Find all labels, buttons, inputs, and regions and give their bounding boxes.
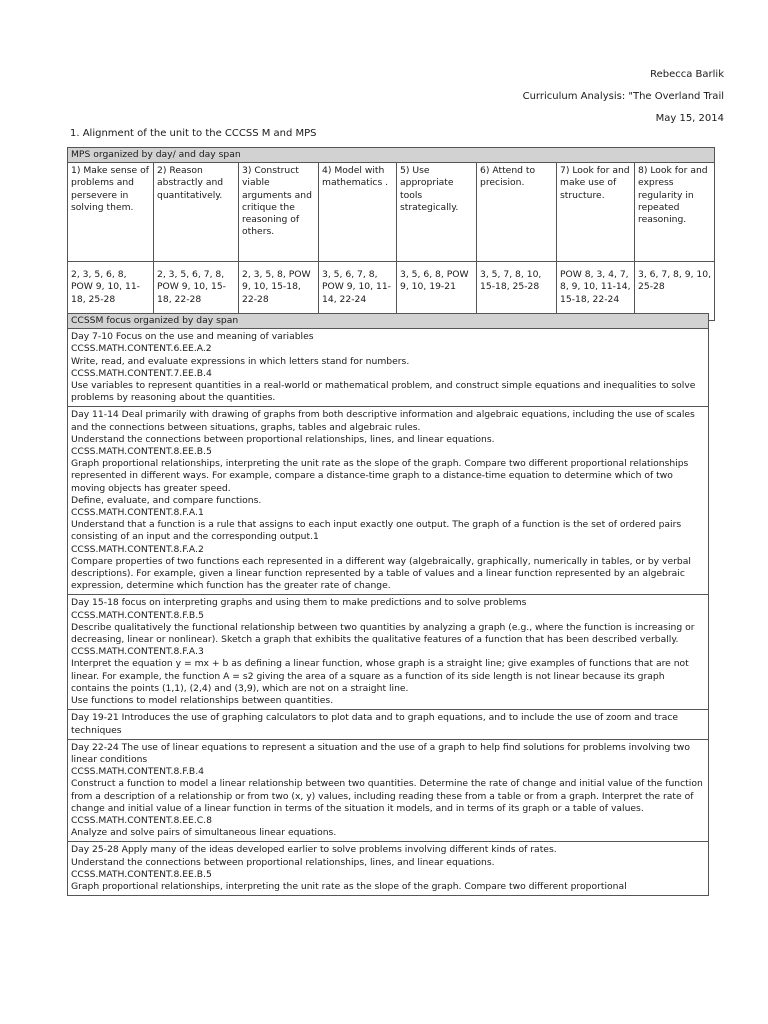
mps-practices-row	[68, 163, 715, 262]
days-cell: 3, 6, 7, 8, 9, 10, 25-28	[635, 262, 715, 321]
mps-days-row	[68, 262, 715, 321]
ccss-table	[67, 313, 709, 896]
standard-line: CCSS.MATH.CONTENT.8.F.B.5	[71, 609, 205, 621]
ccss-day-cell	[68, 739, 709, 842]
standard-line: CCSS.MATH.CONTENT.8.F.A.3	[71, 646, 204, 658]
standard-line: Graph proportional relationships, interpreting the unit rate as the slope of the graph. Compare two different proportional	[71, 880, 627, 892]
standard-line: CCSS.MATH.CONTENT.8.EE.B.5	[71, 446, 212, 458]
standard-line: Graph proportional relationships, interpreting the unit rate as the slope of the graph. Compare two different proportional relationships represented in different ways. For example, compare a distance-time graph to a distance-time equation to determine which of two moving objects has greater speed.	[71, 458, 689, 494]
mps-table-title: MPS organized by day/ and day span	[68, 148, 715, 163]
days-cell: 3, 5, 6, 8, POW 9, 10, 19-21	[397, 262, 477, 321]
document-date: May 15, 2014	[655, 113, 724, 124]
standard-line: Use functions to model relationships between quantities.	[71, 695, 334, 707]
ccss-day-block	[68, 407, 709, 595]
standard-line: Understand the connections between proportional relationships, lines, and linear equations.	[71, 856, 495, 868]
days-cell: POW 8, 3, 4, 7, 8, 9, 10, 11-14, 15-18, 22-24	[557, 262, 635, 321]
ccss-day-block	[68, 329, 709, 407]
ccss-table-title: CCSSM focus organized by day span	[68, 314, 709, 329]
standard-line: Construct a function to model a linear relationship between two quantities. Determine the rate of change and initial value of the function from a description of a relationship or from two (x, y) values, including reading these from a table or from a graph. Interpret the rate of change and initial value of a linear function in terms of the situation it models, and in terms of its graph or a table of values.	[71, 778, 703, 814]
standard-line: Compare properties of two functions each represented in a different way (algebraically, graphically, numerically in tables, or by verbal descriptions). For example, given a linear function represented by a table of values and a linear function represented by an algebraic expression, determine which function has the greater rate of change.	[71, 555, 691, 592]
practice-cell: 6) Attend to precision.	[477, 163, 557, 262]
practice-cell: 4) Model with mathematics .	[319, 163, 397, 262]
days-cell: 2, 3, 5, 6, 8, POW 9, 10, 11-18, 25-28	[68, 262, 154, 321]
ccss-day-cell	[68, 710, 709, 739]
ccss-day-cell	[68, 595, 709, 710]
days-cell: 3, 5, 6, 7, 8, POW 9, 10, 11-14, 22-24	[319, 262, 397, 321]
standard-line: Write, read, and evaluate expressions in which letters stand for numbers.	[71, 355, 410, 367]
standard-line: Define, evaluate, and compare functions.	[71, 494, 262, 506]
standard-line: Understand the connections between proportional relationships, lines, and linear equations.	[71, 433, 495, 445]
practice-cell: 2) Reason abstractly and quantitatively.	[154, 163, 239, 262]
ccss-day-block	[68, 710, 709, 739]
day-span-heading: Day 22-24 The use of linear equations to represent a situation and the use of a graph to help find solutions for problems involving two linear conditions	[71, 741, 690, 765]
ccss-day-cell	[68, 329, 709, 407]
document-header	[523, 64, 724, 130]
practice-cell: 7) Look for and make use of structure.	[557, 163, 635, 262]
standard-line: Use variables to represent quantities in a real-world or mathematical problem, and construct simple equations and inequalities to solve problems by reasoning about the quantities.	[71, 380, 696, 404]
standard-line: CCSS.MATH.CONTENT.8.F.B.4	[71, 766, 205, 778]
days-cell: 3, 5, 7, 8, 10, 15-18, 25-28	[477, 262, 557, 321]
practice-cell: 1) Make sense of problems and persevere in solving them.	[68, 163, 154, 262]
ccss-day-block	[68, 842, 709, 896]
standard-line: CCSS.MATH.CONTENT.7.EE.B.4	[71, 367, 212, 379]
days-cell: 2, 3, 5, 6, 7, 8, POW 9, 10, 15-18, 22-28	[154, 262, 239, 321]
days-cell: 2, 3, 5, 8, POW 9, 10, 15-18, 22-28	[239, 262, 319, 321]
standard-line: Analyze and solve pairs of simultaneous linear equations.	[71, 827, 337, 839]
practice-cell: 3) Construct viable arguments and critique the reasoning of others.	[239, 163, 319, 262]
practice-cell: 5) Use appropriate tools strategically.	[397, 163, 477, 262]
document-title: Curriculum Analysis: "The Overland Trail	[522, 91, 724, 102]
day-span-heading: Day 15-18 focus on interpreting graphs and using them to make predictions and to solve problems	[71, 597, 527, 609]
day-span-heading: Day 25-28 Apply many of the ideas developed earlier to solve problems involving different kinds of rates.	[71, 844, 557, 856]
standard-line: Interpret the equation y = mx + b as defining a linear function, whose graph is a straight line; give examples of functions that are not linear. For example, the function A = s2 giving the area of a square as a function of its side length is not linear because its graph contains the points (1,1), (2,4) and (3,9), which are not on a straight line.	[71, 658, 689, 694]
ccss-day-cell	[68, 842, 709, 896]
author-name: Rebecca Barlik	[650, 69, 724, 80]
day-span-heading: Day 19-21 Introduces the use of graphing calculators to plot data and to graph equations, and to include the use of zoom and trace techniques	[71, 712, 679, 736]
standard-line: CCSS.MATH.CONTENT.8.EE.C.8	[71, 814, 212, 826]
standard-line: Describe qualitatively the functional relationship between two quantities by analyzing a graph (e.g., where the function is increasing or decreasing, linear or nonlinear). Sketch a graph that exhibits the qualitative features of a function that has been described verbally.	[71, 621, 695, 646]
day-span-heading: Day 11-14 Deal primarily with drawing of graphs from both descriptive information and algebraic equations, including the use of scales and the connections between situations, graphs, tables and algebraic rules.	[71, 409, 695, 433]
standard-line: CCSS.MATH.CONTENT.8.F.A.1	[71, 507, 204, 519]
day-span-heading: Day 7-10 Focus on the use and meaning of variables	[71, 331, 314, 343]
ccss-day-cell	[68, 407, 709, 595]
ccss-day-block	[68, 739, 709, 842]
section-heading: 1. Alignment of the unit to the CCCSS M and MPS	[70, 128, 317, 139]
ccss-day-block	[68, 595, 709, 710]
standard-line: CCSS.MATH.CONTENT.8.EE.B.5	[71, 868, 212, 880]
standard-line: Understand that a function is a rule that assigns to each input exactly one output. The graph of a function is the set of ordered pairs consisting of an input and the corresponding output.1	[71, 519, 682, 543]
practice-cell: 8) Look for and express regularity in repeated reasoning.	[635, 163, 715, 262]
standard-line: CCSS.MATH.CONTENT.8.F.A.2	[71, 543, 204, 555]
standard-line: CCSS.MATH.CONTENT.6.EE.A.2	[71, 343, 212, 355]
mps-table	[67, 147, 715, 321]
